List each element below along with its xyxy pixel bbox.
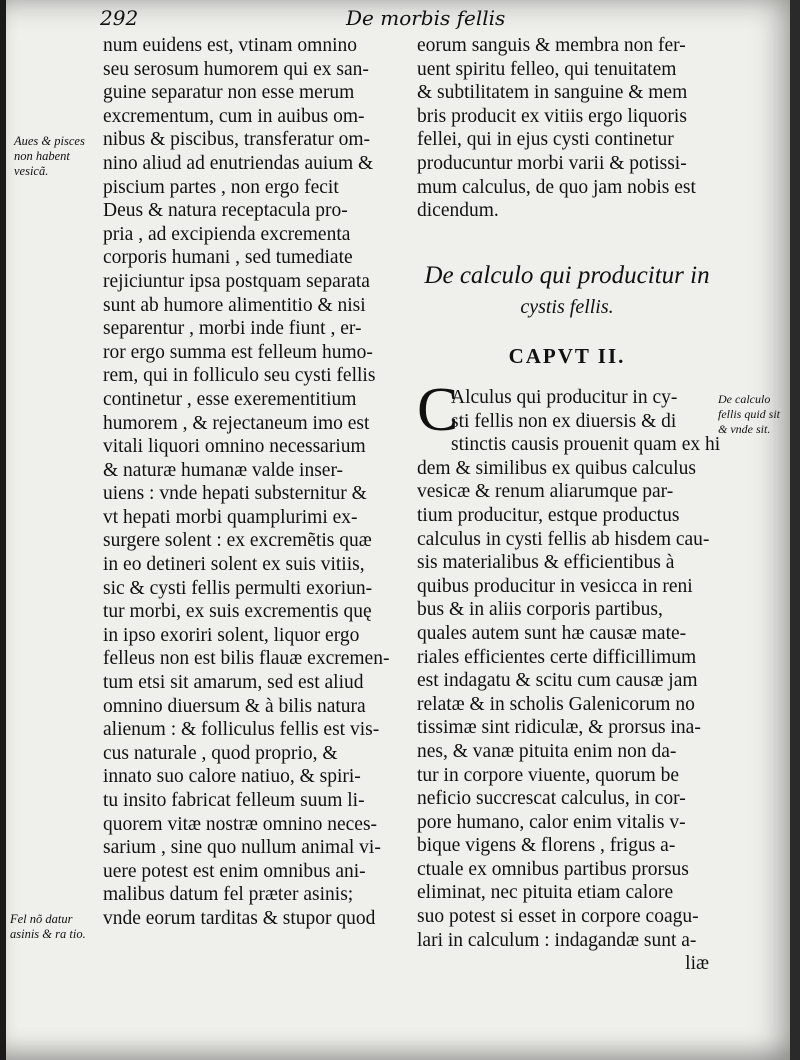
section-heading-continued: cystis fellis. <box>520 296 614 318</box>
drop-cap: C <box>417 376 459 444</box>
text-line: ctuale ex omnibus partibus prorsus <box>417 858 689 880</box>
text-line: dem & similibus ex quibus calculus <box>417 457 696 479</box>
right-column-top <box>417 34 717 223</box>
text-line: vesicæ & renum aliarumque par- <box>417 481 674 503</box>
text-line: continetur , esse exerementitium <box>103 388 357 410</box>
text-line: tum etsi sit amarum, sed est aliud <box>103 672 364 694</box>
text-line: rem, qui in folliculo seu cysti fellis <box>103 365 376 387</box>
text-line: producuntur morbi varii & potissi- <box>417 152 687 174</box>
text-line: uere potest est enim omnibus ani- <box>103 860 366 882</box>
text-line: pore humano, calor enim vitalis v- <box>417 811 686 833</box>
text-line: stinctis causis prouenit quam ex hi <box>451 434 721 456</box>
text-line: sarium , sine quo nullum animal vi- <box>103 837 381 859</box>
text-line: bique vigens & florens , frigus a- <box>417 835 676 857</box>
text-line: vnde eorum tarditas & stupor quod <box>103 907 376 929</box>
text-line: lari in calculum : indagandæ sunt a- <box>417 929 697 951</box>
text-line: riales efficientes certe difficillimum <box>417 646 697 668</box>
text-line: omnino diuersum & à bilis natura <box>103 695 366 717</box>
text-line: sti fellis non ex diuersis & di <box>451 410 677 432</box>
text-line: surgere solent : ex excremẽtis quæ <box>103 530 372 552</box>
page-edge-shadow <box>790 0 800 1060</box>
text-line: felleus non est bilis flauæ excremen- <box>103 648 390 670</box>
text-line: suo potest si esset in corpore coagu- <box>417 906 699 928</box>
text-line: uiens : vnde hepati substernitur & <box>103 483 367 505</box>
text-line: sunt ab humore alimentitio & nisi <box>103 294 366 316</box>
text-line: tur in corpore viuente, quorum be <box>417 764 680 786</box>
text-line: vt hepati morbi quamplurimi ex- <box>103 506 358 528</box>
catchword: liæ <box>685 953 709 975</box>
text-line: pria , ad excipienda excrementa <box>103 223 351 245</box>
text-line: & subtilitatem in sanguine & mem <box>417 82 688 104</box>
left-column <box>103 34 403 931</box>
text-line: est indagatu & scitu cum causæ jam <box>417 670 698 692</box>
text-line: guine separatur non esse merum <box>103 82 355 104</box>
text-line: in ipso exoriri solent, liquor ergo <box>103 624 360 646</box>
text-line: nes, & vanæ pituita enim non da- <box>417 740 677 762</box>
margin-note-calculus: De calculo fellis quid sit & vnde sit. <box>718 392 781 436</box>
text-line: corporis humani , sed tumediate <box>103 247 353 269</box>
text-line: mum calculus, de quo jam nobis est <box>417 176 696 198</box>
text-line: ror ergo summa est felleum humo- <box>103 341 373 363</box>
section-heading: De calculo qui producitur in <box>424 262 710 289</box>
text-line: bris producit ex vitiis ergo liquoris <box>417 105 687 127</box>
text-line: humorem , & rejectaneum imo est <box>103 412 370 434</box>
text-line: nibus & piscibus, transferatur om- <box>103 129 370 151</box>
text-line: tium producitur, estque productus <box>417 504 680 526</box>
text-line: alienum : & folliculus fellis est vis- <box>103 719 380 741</box>
text-line: nino aliud ad enutriendas auium & <box>103 152 374 174</box>
text-line: vitali liquori omnino necessarium <box>103 436 366 458</box>
text-line: quales autem sunt hæ causæ mate- <box>417 622 687 644</box>
text-line: excrementum, cum in auibus om- <box>103 105 365 127</box>
margin-note-birds-fish: Aues & pisces non habent vesicã. <box>14 134 85 178</box>
text-line: quibus producitur in vesicca in reni <box>417 575 693 597</box>
text-line: sic & cysti fellis permulti exoriun- <box>103 577 373 599</box>
running-head: De morbis fellis <box>346 6 506 30</box>
right-column-body <box>417 376 721 976</box>
text-line: relatæ & in scholis Galenicorum no <box>417 693 695 715</box>
text-line: cus naturale , quod proprio, & <box>103 742 338 764</box>
text-line: tu insito fabricat felleum suum li- <box>103 790 365 811</box>
text-line: quorem vitæ nostræ omnino neces- <box>103 813 378 835</box>
margin-note-asses: Fel nõ datur asinis & ra tio. <box>10 912 86 941</box>
text-line: rejiciuntur ipsa postquam separata <box>103 270 370 292</box>
text-line: Alculus qui producitur in cy- <box>451 387 678 408</box>
text-line: dicendum. <box>417 200 499 222</box>
chapter-heading: CAPVT II. <box>508 344 626 368</box>
text-line: & naturæ humanæ valde inser- <box>103 459 344 481</box>
page-spine-shadow <box>0 0 6 1060</box>
text-line: neficio succrescat calculus, in cor- <box>417 788 686 810</box>
text-line: bus & in aliis corporis partibus, <box>417 599 663 621</box>
text-line: eorum sanguis & membra non fer- <box>417 35 686 56</box>
text-line: Deus & natura receptacula pro- <box>103 200 348 222</box>
text-line: sis materialibus & efficientibus à <box>417 552 675 574</box>
text-line: uent spiritu felleo, qui tenuitatem <box>417 58 677 80</box>
page-number: 292 <box>100 6 139 30</box>
text-line: malibus datum fel præter asinis; <box>103 884 354 906</box>
text-line: innato suo calore natiuo, & spiri- <box>103 766 361 788</box>
text-line: tissimæ sint ridiculæ, & prorsus ina- <box>417 717 701 739</box>
text-line: fellei, qui in ejus cysti continetur <box>417 129 674 151</box>
text-line: eliminat, nec pituita etiam calore <box>417 882 674 904</box>
text-line: seu serosum humorem qui ex san- <box>103 58 369 80</box>
text-line: piscium partes , non ergo fecit <box>103 176 339 198</box>
text-line: num euidens est, vtinam omnino <box>103 35 358 56</box>
text-line: tur morbi, ex suis excrementis quę <box>103 601 372 623</box>
text-line: in eo detineri solent ex suis vitiis, <box>103 554 365 576</box>
text-line: separentur , morbi inde fiunt , er- <box>103 318 362 340</box>
text-line: calculus in cysti fellis ab hisdem cau- <box>417 528 710 550</box>
